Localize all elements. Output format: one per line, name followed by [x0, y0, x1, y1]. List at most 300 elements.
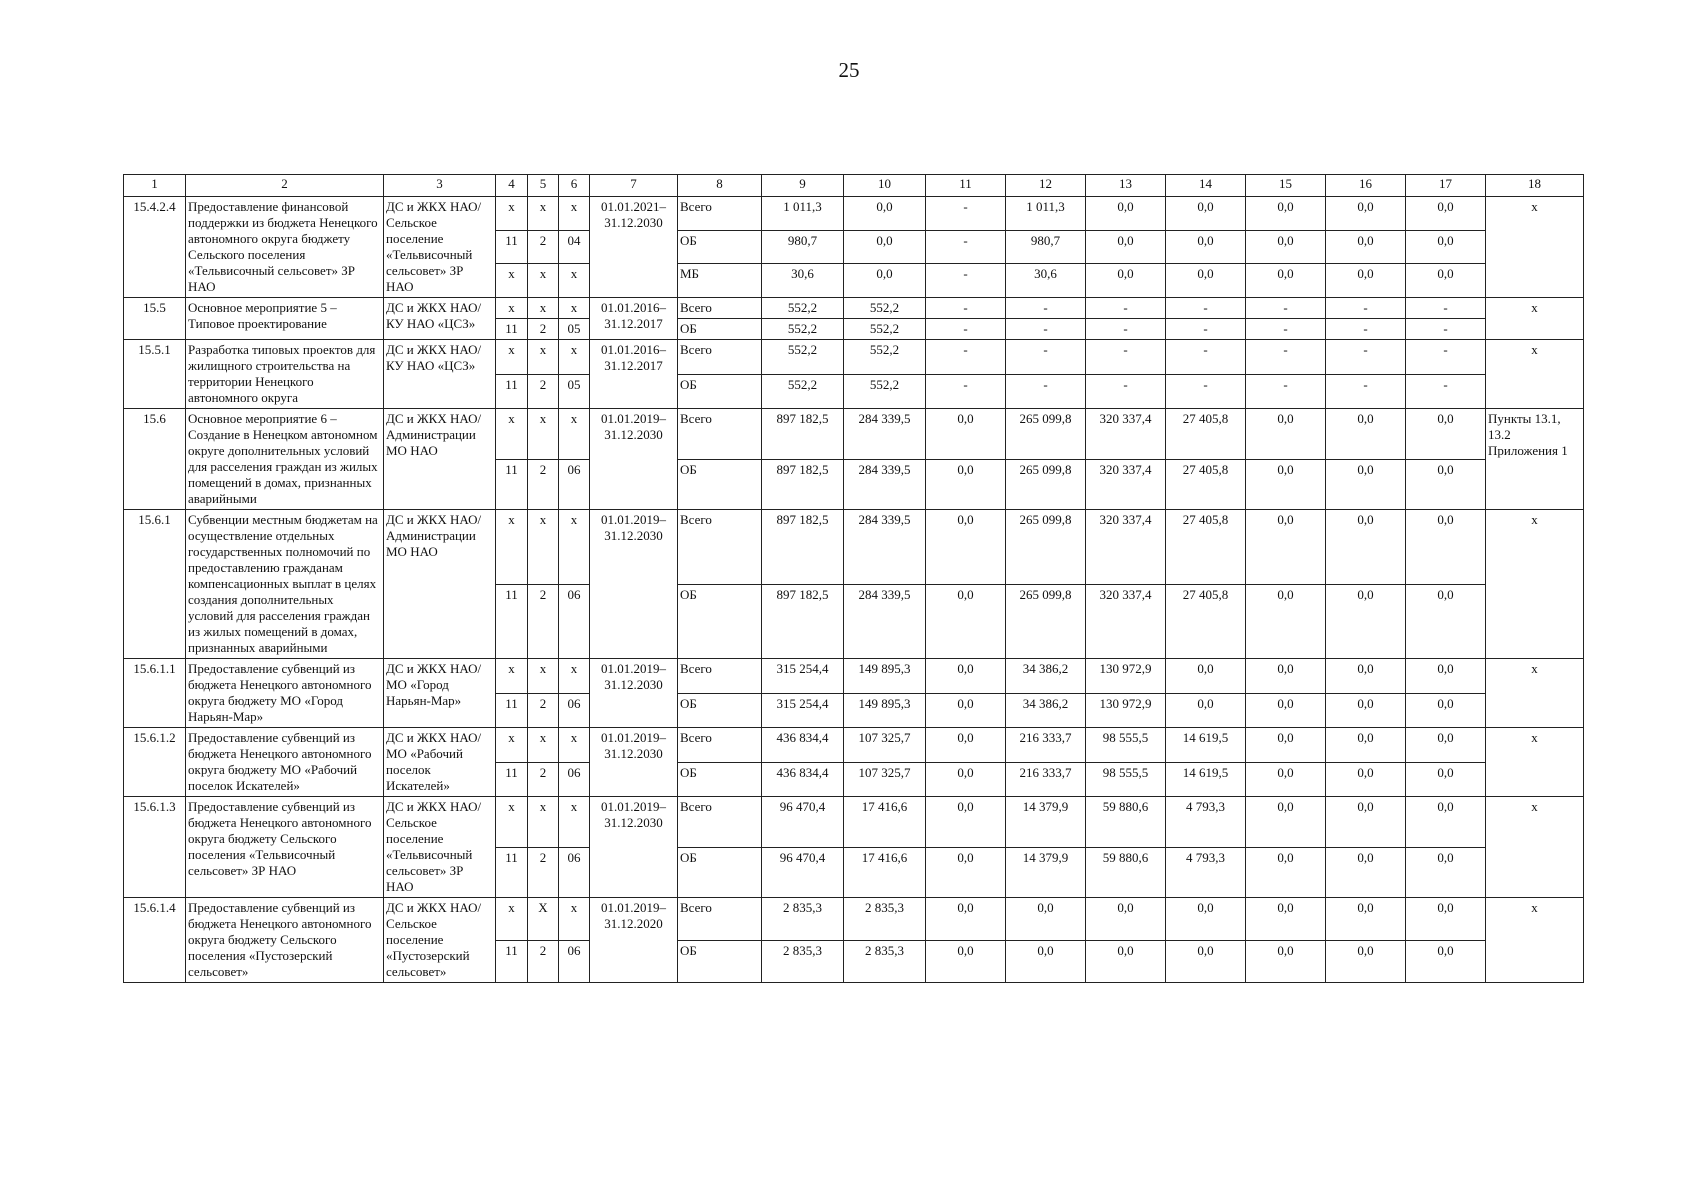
funding-source: ОБ: [678, 230, 762, 264]
column-header: 16: [1326, 175, 1406, 197]
value-cell: 0,0: [1246, 510, 1326, 585]
value-cell: 552,2: [844, 340, 926, 375]
funding-source: Всего: [678, 797, 762, 848]
item-name: Предоставление субвенций из бюджета Ненецкого автономного округа бюджету МО «Город Нарьян-Мар»: [186, 659, 384, 728]
value-cell: -: [1246, 319, 1326, 340]
code-cell: х: [528, 510, 559, 585]
funding-source: ОБ: [678, 374, 762, 409]
value-cell: 0,0: [1406, 584, 1486, 659]
value-cell: -: [1406, 298, 1486, 319]
item-period: 01.01.2019– 31.12.2020: [590, 898, 678, 983]
value-cell: 0,0: [1326, 659, 1406, 694]
code-cell: 11: [496, 374, 528, 409]
value-cell: 14 619,5: [1166, 762, 1246, 797]
value-cell: 980,7: [762, 230, 844, 264]
value-cell: -: [1326, 374, 1406, 409]
code-cell: 06: [559, 940, 590, 983]
code-cell: х: [528, 298, 559, 319]
value-cell: 0,0: [1326, 728, 1406, 763]
value-cell: 0,0: [844, 197, 926, 231]
value-cell: 0,0: [1406, 659, 1486, 694]
code-cell: 2: [528, 374, 559, 409]
value-cell: 34 386,2: [1006, 693, 1086, 728]
table-row: [124, 659, 1584, 694]
item-executor: ДС и ЖКХ НАО/ КУ НАО «ЦСЗ»: [384, 298, 496, 340]
code-cell: х: [496, 510, 528, 585]
value-cell: 315 254,4: [762, 693, 844, 728]
column-header: 12: [1006, 175, 1086, 197]
value-cell: -: [1326, 340, 1406, 375]
value-cell: 96 470,4: [762, 847, 844, 898]
code-cell: х: [496, 298, 528, 319]
value-cell: 0,0: [1246, 693, 1326, 728]
code-cell: 06: [559, 584, 590, 659]
value-cell: 0,0: [1406, 797, 1486, 848]
value-cell: 0,0: [1326, 230, 1406, 264]
item-executor: ДС и ЖКХ НАО/ Администрации МО НАО: [384, 409, 496, 510]
value-cell: 0,0: [1166, 197, 1246, 231]
code-cell: х: [559, 728, 590, 763]
table-row: [124, 510, 1584, 585]
code-cell: х: [559, 898, 590, 941]
value-cell: 0,0: [844, 264, 926, 298]
value-cell: 0,0: [926, 584, 1006, 659]
item-note: х: [1486, 898, 1584, 983]
table-row: [124, 197, 1584, 231]
item-note: Пункты 13.1, 13.2 Приложения 1: [1486, 409, 1584, 510]
value-cell: 265 099,8: [1006, 459, 1086, 510]
item-executor: ДС и ЖКХ НАО/ Администрации МО НАО: [384, 510, 496, 659]
value-cell: 0,0: [844, 230, 926, 264]
value-cell: 320 337,4: [1086, 409, 1166, 460]
code-cell: 06: [559, 847, 590, 898]
value-cell: 17 416,6: [844, 847, 926, 898]
code-cell: 06: [559, 459, 590, 510]
value-cell: -: [1246, 340, 1326, 375]
value-cell: 436 834,4: [762, 762, 844, 797]
code-cell: х: [496, 898, 528, 941]
value-cell: 0,0: [1246, 797, 1326, 848]
value-cell: 284 339,5: [844, 584, 926, 659]
code-cell: 11: [496, 584, 528, 659]
value-cell: 0,0: [1406, 510, 1486, 585]
code-cell: х: [559, 298, 590, 319]
value-cell: 0,0: [1246, 459, 1326, 510]
table-row: [124, 409, 1584, 460]
value-cell: 0,0: [1406, 728, 1486, 763]
value-cell: 0,0: [1406, 940, 1486, 983]
value-cell: 0,0: [1086, 264, 1166, 298]
value-cell: -: [1086, 340, 1166, 375]
item-period: 01.01.2019– 31.12.2030: [590, 659, 678, 728]
code-cell: х: [559, 409, 590, 460]
program-table: [123, 174, 1584, 983]
value-cell: 0,0: [926, 847, 1006, 898]
item-name: Разработка типовых проектов для жилищного строительства на территории Ненецкого автономного округа: [186, 340, 384, 409]
code-cell: х: [528, 659, 559, 694]
value-cell: 0,0: [1166, 693, 1246, 728]
item-number: 15.6.1.4: [124, 898, 186, 983]
value-cell: -: [926, 374, 1006, 409]
item-period: 01.01.2016– 31.12.2017: [590, 340, 678, 409]
value-cell: 980,7: [1006, 230, 1086, 264]
funding-source: Всего: [678, 659, 762, 694]
column-header: 8: [678, 175, 762, 197]
value-cell: 0,0: [1406, 762, 1486, 797]
value-cell: 315 254,4: [762, 659, 844, 694]
code-cell: х: [559, 197, 590, 231]
value-cell: 0,0: [1326, 197, 1406, 231]
item-note: х: [1486, 728, 1584, 797]
item-number: 15.5: [124, 298, 186, 340]
value-cell: -: [1166, 319, 1246, 340]
item-executor: ДС и ЖКХ НАО/ Сельское поселение «Тельвисочный сельсовет» ЗР НАО: [384, 197, 496, 298]
code-cell: 11: [496, 693, 528, 728]
value-cell: 552,2: [844, 298, 926, 319]
value-cell: 0,0: [1326, 898, 1406, 941]
value-cell: -: [1406, 319, 1486, 340]
funding-source: ОБ: [678, 319, 762, 340]
funding-source: Всего: [678, 298, 762, 319]
value-cell: -: [926, 298, 1006, 319]
value-cell: 59 880,6: [1086, 847, 1166, 898]
item-number: 15.6.1.2: [124, 728, 186, 797]
item-name: Предоставление финансовой поддержки из бюджета Ненецкого автономного округа бюджету Сельского поселения «Тельвисочный сельсовет» ЗР НАО: [186, 197, 384, 298]
funding-source: Всего: [678, 728, 762, 763]
value-cell: -: [926, 230, 1006, 264]
value-cell: 265 099,8: [1006, 584, 1086, 659]
value-cell: 0,0: [1406, 264, 1486, 298]
item-number: 15.6: [124, 409, 186, 510]
code-cell: 2: [528, 693, 559, 728]
value-cell: 0,0: [1166, 940, 1246, 983]
value-cell: 0,0: [1086, 197, 1166, 231]
value-cell: 0,0: [1326, 797, 1406, 848]
value-cell: 320 337,4: [1086, 459, 1166, 510]
value-cell: 552,2: [762, 319, 844, 340]
value-cell: 897 182,5: [762, 584, 844, 659]
value-cell: 0,0: [1326, 847, 1406, 898]
funding-source: ОБ: [678, 847, 762, 898]
value-cell: 27 405,8: [1166, 584, 1246, 659]
value-cell: 265 099,8: [1006, 510, 1086, 585]
value-cell: 284 339,5: [844, 409, 926, 460]
value-cell: -: [1006, 319, 1086, 340]
item-period: 01.01.2021– 31.12.2030: [590, 197, 678, 298]
value-cell: 0,0: [1406, 459, 1486, 510]
table-row: [124, 797, 1584, 848]
value-cell: 0,0: [1406, 847, 1486, 898]
value-cell: -: [1006, 298, 1086, 319]
code-cell: 11: [496, 940, 528, 983]
value-cell: 284 339,5: [844, 510, 926, 585]
value-cell: 0,0: [1166, 659, 1246, 694]
item-period: 01.01.2019– 31.12.2030: [590, 409, 678, 510]
code-cell: х: [559, 340, 590, 375]
funding-source: Всего: [678, 898, 762, 941]
value-cell: 320 337,4: [1086, 584, 1166, 659]
code-cell: 11: [496, 319, 528, 340]
value-cell: 1 011,3: [1006, 197, 1086, 231]
funding-source: ОБ: [678, 584, 762, 659]
value-cell: 0,0: [1246, 940, 1326, 983]
funding-source: Всего: [678, 340, 762, 375]
value-cell: 0,0: [1326, 264, 1406, 298]
value-cell: 0,0: [1326, 940, 1406, 983]
table-row: [124, 298, 1584, 319]
code-cell: 2: [528, 319, 559, 340]
value-cell: 0,0: [1406, 898, 1486, 941]
code-cell: х: [528, 797, 559, 848]
column-header: 11: [926, 175, 1006, 197]
code-cell: х: [496, 340, 528, 375]
code-cell: х: [496, 197, 528, 231]
value-cell: 0,0: [1246, 409, 1326, 460]
value-cell: 897 182,5: [762, 409, 844, 460]
code-cell: 2: [528, 459, 559, 510]
column-header: 13: [1086, 175, 1166, 197]
funding-source: Всего: [678, 409, 762, 460]
value-cell: 96 470,4: [762, 797, 844, 848]
table-row: [124, 728, 1584, 763]
code-cell: 2: [528, 847, 559, 898]
value-cell: 552,2: [762, 340, 844, 375]
value-cell: 552,2: [844, 374, 926, 409]
code-cell: 2: [528, 230, 559, 264]
code-cell: х: [528, 197, 559, 231]
column-header: 17: [1406, 175, 1486, 197]
value-cell: 0,0: [1246, 230, 1326, 264]
item-number: 15.6.1.1: [124, 659, 186, 728]
column-header: 6: [559, 175, 590, 197]
value-cell: -: [926, 264, 1006, 298]
value-cell: 0,0: [1166, 898, 1246, 941]
value-cell: -: [1166, 298, 1246, 319]
value-cell: -: [1086, 298, 1166, 319]
value-cell: 0,0: [926, 797, 1006, 848]
item-note: х: [1486, 659, 1584, 728]
value-cell: -: [1086, 319, 1166, 340]
value-cell: -: [1406, 374, 1486, 409]
column-header: 15: [1246, 175, 1326, 197]
column-header: 5: [528, 175, 559, 197]
item-number: 15.4.2.4: [124, 197, 186, 298]
item-period: 01.01.2019– 31.12.2030: [590, 797, 678, 898]
value-cell: 0,0: [1246, 847, 1326, 898]
code-cell: 05: [559, 319, 590, 340]
value-cell: 0,0: [1246, 898, 1326, 941]
value-cell: 14 379,9: [1006, 797, 1086, 848]
item-executor: ДС и ЖКХ НАО/ МО «Рабочий поселок Искателей»: [384, 728, 496, 797]
value-cell: 0,0: [926, 898, 1006, 941]
value-cell: 2 835,3: [844, 940, 926, 983]
code-cell: х: [496, 659, 528, 694]
value-cell: 0,0: [1006, 940, 1086, 983]
funding-source: Всего: [678, 510, 762, 585]
item-name: Основное мероприятие 6 – Создание в Ненецком автономном округе дополнительных условий для расселения граждан из жилых помещений в домах, признанных аварийными: [186, 409, 384, 510]
value-cell: 2 835,3: [844, 898, 926, 941]
item-name: Предоставление субвенций из бюджета Ненецкого автономного округа бюджету Сельского поселения «Тельвисочный сельсовет» ЗР НАО: [186, 797, 384, 898]
code-cell: 04: [559, 230, 590, 264]
value-cell: 0,0: [1246, 728, 1326, 763]
value-cell: 1 011,3: [762, 197, 844, 231]
value-cell: -: [1246, 298, 1326, 319]
item-number: 15.5.1: [124, 340, 186, 409]
value-cell: 0,0: [1086, 940, 1166, 983]
value-cell: 0,0: [1246, 762, 1326, 797]
value-cell: 2 835,3: [762, 898, 844, 941]
value-cell: 4 793,3: [1166, 797, 1246, 848]
value-cell: 98 555,5: [1086, 728, 1166, 763]
funding-source: МБ: [678, 264, 762, 298]
value-cell: 0,0: [1326, 584, 1406, 659]
value-cell: 0,0: [1406, 693, 1486, 728]
value-cell: 0,0: [926, 510, 1006, 585]
value-cell: 0,0: [1326, 459, 1406, 510]
code-cell: х: [528, 728, 559, 763]
item-period: 01.01.2019– 31.12.2030: [590, 510, 678, 659]
value-cell: 107 325,7: [844, 728, 926, 763]
value-cell: -: [1326, 319, 1406, 340]
value-cell: 0,0: [926, 940, 1006, 983]
table-row: [124, 340, 1584, 375]
value-cell: -: [926, 319, 1006, 340]
value-cell: 98 555,5: [1086, 762, 1166, 797]
item-executor: ДС и ЖКХ НАО/ МО «Город Нарьян-Мар»: [384, 659, 496, 728]
item-executor: ДС и ЖКХ НАО/ Сельское поселение «Тельвисочный сельсовет» ЗР НАО: [384, 797, 496, 898]
code-cell: 2: [528, 762, 559, 797]
item-name: Предоставление субвенций из бюджета Ненецкого автономного округа бюджету Сельского поселения «Пустозерский сельсовет»: [186, 898, 384, 983]
value-cell: 14 379,9: [1006, 847, 1086, 898]
item-executor: ДС и ЖКХ НАО/ Сельское поселение «Пустозерский сельсовет»: [384, 898, 496, 983]
value-cell: 0,0: [1246, 264, 1326, 298]
value-cell: 130 972,9: [1086, 659, 1166, 694]
code-cell: 2: [528, 940, 559, 983]
item-name: Основное мероприятие 5 – Типовое проектирование: [186, 298, 384, 340]
value-cell: 59 880,6: [1086, 797, 1166, 848]
item-name: Субвенции местным бюджетам на осуществление отдельных государственных полномочий по предоставлению гражданам компенсационных выплат в целях создания дополнительных условий для расселения граждан из жилых помещений в домах, признанных аварийными: [186, 510, 384, 659]
value-cell: 34 386,2: [1006, 659, 1086, 694]
value-cell: 0,0: [1326, 510, 1406, 585]
column-header: 3: [384, 175, 496, 197]
funding-source: ОБ: [678, 693, 762, 728]
item-number: 15.6.1: [124, 510, 186, 659]
column-header: 9: [762, 175, 844, 197]
code-cell: х: [528, 409, 559, 460]
item-period: 01.01.2016– 31.12.2017: [590, 298, 678, 340]
funding-source: ОБ: [678, 762, 762, 797]
code-cell: 06: [559, 693, 590, 728]
code-cell: 05: [559, 374, 590, 409]
code-cell: 11: [496, 459, 528, 510]
value-cell: -: [926, 197, 1006, 231]
item-name: Предоставление субвенций из бюджета Ненецкого автономного округа бюджету МО «Рабочий поселок Искателей»: [186, 728, 384, 797]
value-cell: 149 895,3: [844, 693, 926, 728]
page-number: 25: [838, 58, 860, 82]
value-cell: -: [1006, 374, 1086, 409]
value-cell: 0,0: [1406, 197, 1486, 231]
item-note: х: [1486, 197, 1584, 298]
code-cell: х: [559, 797, 590, 848]
value-cell: 216 333,7: [1006, 728, 1086, 763]
value-cell: 0,0: [1246, 659, 1326, 694]
value-cell: 0,0: [1246, 584, 1326, 659]
code-cell: х: [496, 264, 528, 298]
value-cell: 27 405,8: [1166, 510, 1246, 585]
table-body: [124, 175, 1584, 983]
value-cell: 0,0: [926, 409, 1006, 460]
value-cell: 130 972,9: [1086, 693, 1166, 728]
code-cell: х: [496, 797, 528, 848]
value-cell: 14 619,5: [1166, 728, 1246, 763]
code-cell: 11: [496, 847, 528, 898]
value-cell: 0,0: [1006, 898, 1086, 941]
value-cell: 216 333,7: [1006, 762, 1086, 797]
value-cell: 30,6: [762, 264, 844, 298]
code-cell: х: [559, 659, 590, 694]
value-cell: 0,0: [926, 728, 1006, 763]
header-row: [124, 175, 1584, 197]
value-cell: 30,6: [1006, 264, 1086, 298]
code-cell: х: [559, 264, 590, 298]
column-header: 7: [590, 175, 678, 197]
value-cell: 0,0: [1246, 197, 1326, 231]
column-header: 18: [1486, 175, 1584, 197]
value-cell: 4 793,3: [1166, 847, 1246, 898]
value-cell: 0,0: [1166, 230, 1246, 264]
value-cell: 552,2: [762, 374, 844, 409]
code-cell: х: [559, 510, 590, 585]
value-cell: 27 405,8: [1166, 459, 1246, 510]
code-cell: 06: [559, 762, 590, 797]
value-cell: 0,0: [1086, 898, 1166, 941]
funding-source: ОБ: [678, 940, 762, 983]
item-executor: ДС и ЖКХ НАО/ КУ НАО «ЦСЗ»: [384, 340, 496, 409]
value-cell: 0,0: [1086, 230, 1166, 264]
code-cell: Х: [528, 898, 559, 941]
value-cell: -: [1166, 340, 1246, 375]
value-cell: 0,0: [926, 693, 1006, 728]
code-cell: х: [496, 409, 528, 460]
value-cell: -: [1406, 340, 1486, 375]
value-cell: 149 895,3: [844, 659, 926, 694]
value-cell: 552,2: [844, 319, 926, 340]
value-cell: 0,0: [1326, 693, 1406, 728]
item-note: х: [1486, 510, 1584, 659]
item-period: 01.01.2019– 31.12.2030: [590, 728, 678, 797]
code-cell: х: [528, 264, 559, 298]
value-cell: 27 405,8: [1166, 409, 1246, 460]
code-cell: 2: [528, 584, 559, 659]
value-cell: -: [1326, 298, 1406, 319]
column-header: 10: [844, 175, 926, 197]
value-cell: 0,0: [926, 659, 1006, 694]
item-note: х: [1486, 340, 1584, 409]
code-cell: 11: [496, 762, 528, 797]
value-cell: 0,0: [1406, 230, 1486, 264]
column-header: 1: [124, 175, 186, 197]
item-number: 15.6.1.3: [124, 797, 186, 898]
value-cell: 0,0: [1326, 762, 1406, 797]
value-cell: -: [1166, 374, 1246, 409]
funding-source: Всего: [678, 197, 762, 231]
code-cell: 11: [496, 230, 528, 264]
value-cell: 284 339,5: [844, 459, 926, 510]
value-cell: 897 182,5: [762, 459, 844, 510]
column-header: 2: [186, 175, 384, 197]
value-cell: 0,0: [1406, 409, 1486, 460]
value-cell: 0,0: [1166, 264, 1246, 298]
